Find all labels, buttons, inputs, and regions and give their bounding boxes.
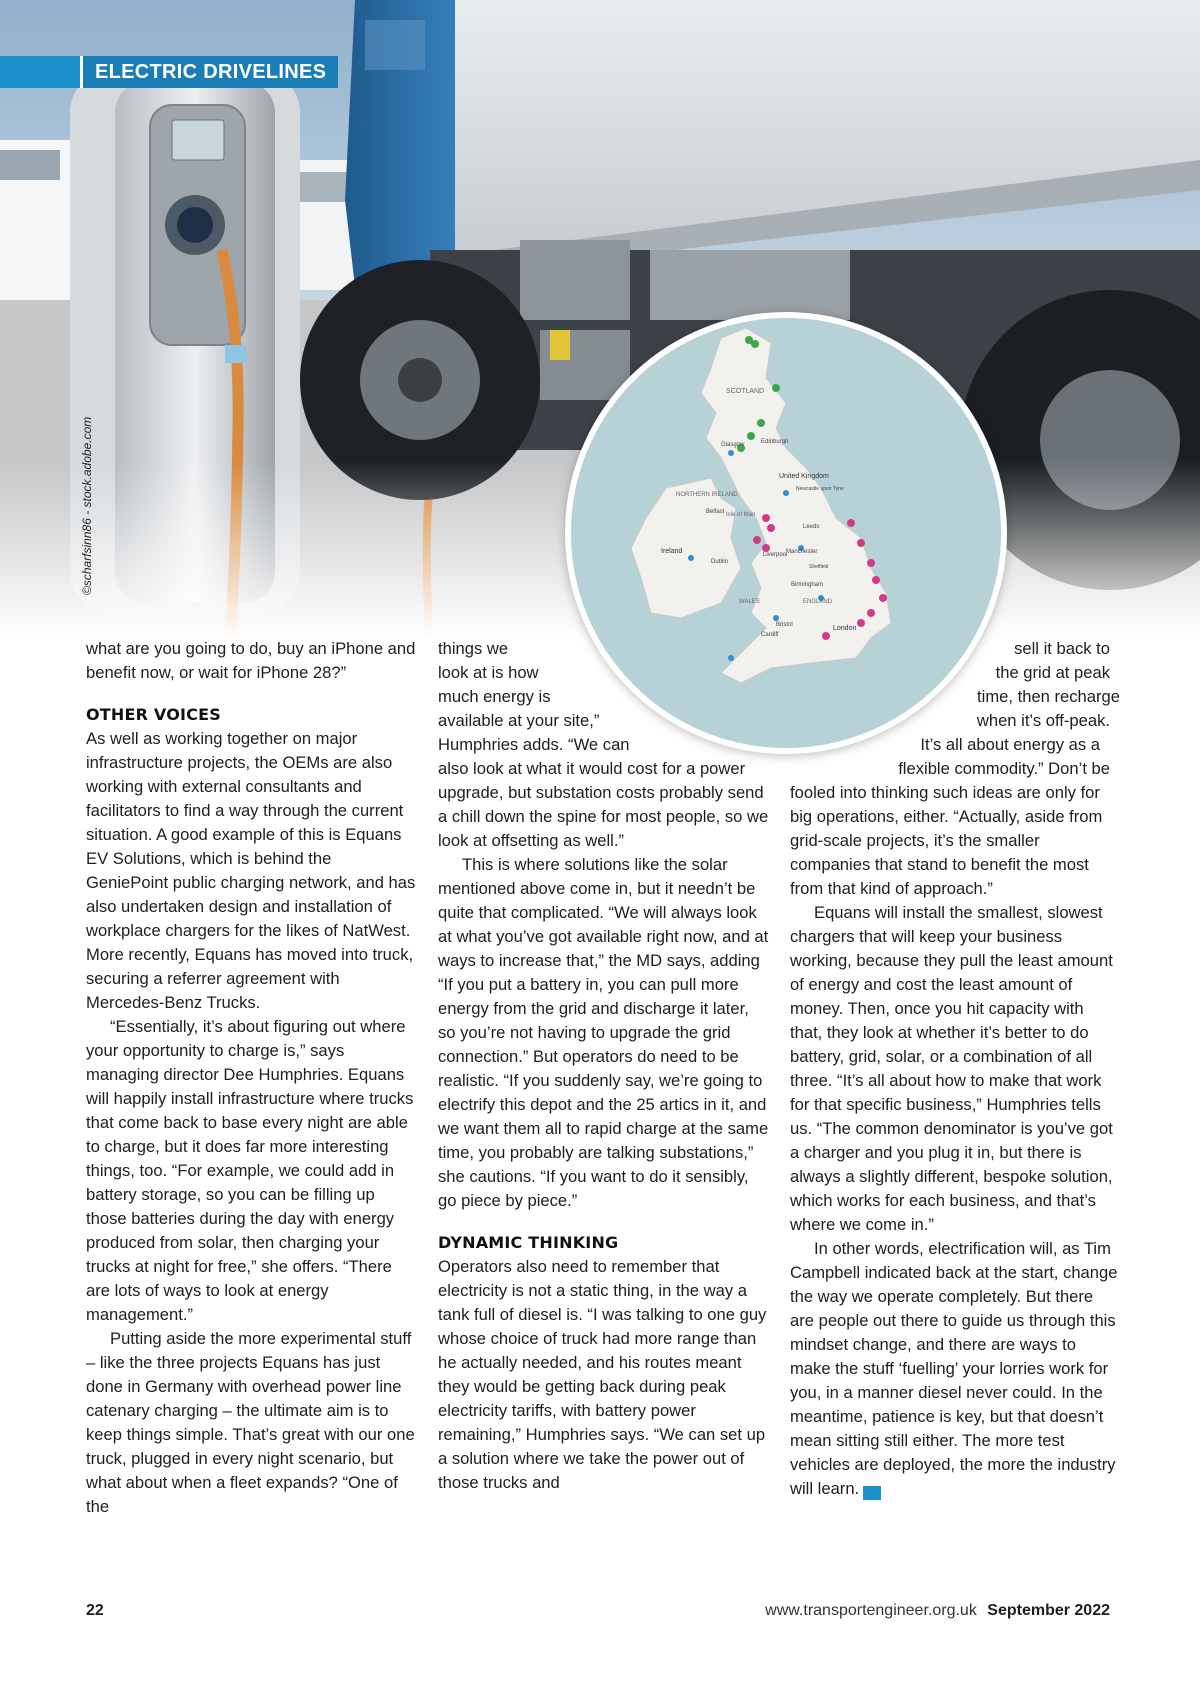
charger-marker — [822, 632, 830, 640]
paragraph: what are you going to do, buy an iPhone and benefit now, or wait for iPhone 28?” — [86, 639, 416, 682]
map-label: Newcastle upon Tyne — [796, 486, 844, 492]
subheading-other-voices: OTHER VOICES — [86, 705, 221, 724]
subheading-dynamic-thinking: DYNAMIC THINKING — [438, 1233, 619, 1252]
section-tag — [0, 56, 338, 88]
charger-marker — [847, 519, 855, 527]
charger-marker — [783, 490, 789, 496]
charger-marker — [879, 594, 887, 602]
section-tag-bar — [0, 56, 80, 88]
wrap-line: flexible commodity.” Don’t be — [898, 759, 1110, 778]
map-label: NORTHERN IRELAND — [676, 492, 738, 498]
charger-marker — [867, 559, 875, 567]
section-label: ELECTRIC DRIVELINES — [80, 56, 338, 88]
uk-charging-map — [565, 312, 1007, 754]
wrap-line: time, then recharge — [977, 687, 1120, 706]
map-label: Cardiff — [761, 632, 779, 638]
paragraph: also look at what it would cost for a power upgrade, but substation costs probably send a chill down the spine for most people, so we look at offsetting as well.” — [438, 759, 769, 850]
map-label: Ireland — [661, 548, 683, 555]
map-graphic — [571, 318, 1001, 748]
paragraph: Putting aside the more experimental stuff – like the three projects Equans has just done in Germany with overhead power line catenary charging – the ultimate aim is to keep things simple. That’s great with our one truck, plugged in every night scenario, but what about when a fleet expands? “One of the — [86, 1329, 415, 1516]
footer-info — [765, 1602, 1110, 1620]
map-label: Manchester — [786, 549, 818, 555]
wrap-line: available at your site,” — [438, 711, 600, 730]
map-label: Edinburgh — [761, 439, 789, 445]
charger-marker — [762, 514, 770, 522]
wrap-line: look at is how — [438, 663, 539, 682]
photo-credit: ©scharfsinn86 - stock.adobe.com — [80, 416, 94, 595]
issue-date: September 2022 — [987, 1602, 1110, 1619]
map-label: Leeds — [803, 524, 820, 530]
wrap-line: the grid at peak — [995, 663, 1110, 682]
wrap-line: much energy is — [438, 687, 551, 706]
paragraph-final — [790, 1237, 1120, 1501]
map-label: Bristol — [776, 622, 793, 628]
paragraph: As well as working together on major infrastructure projects, the OEMs are also working with external consultants and facilitators to find a way through the current situation. A good example of this is Equans EV Solutions, which is behind the GeniePoint public charging network, and has also undertaken design and installation of workplace chargers for the likes of NatWest. More recently, Equans has moved into truck, securing a referrer agreement with Mercedes-Benz Trucks. — [86, 729, 416, 1012]
charger-marker — [751, 340, 759, 348]
paragraph-text: In other words, electrification will, as Tim Campbell indicated back at the start, change the way we operate completely. But there are people out there to guide us through this mindset change, and there are ways to make the stuff ‘fuelling’ your lorries work for you, in a manner diesel never could. In the meantime, patience is key, but that doesn’t mean sitting still either. The more test vehicles are deployed, the more the industry will learn. — [790, 1239, 1118, 1498]
charger-marker — [867, 609, 875, 617]
map-label: WALES — [739, 599, 760, 605]
charger-marker — [872, 576, 880, 584]
map-label: Isle of Man — [726, 512, 756, 518]
wrap-line: sell it back to — [1014, 639, 1110, 658]
charger-marker — [857, 539, 865, 547]
charger-marker — [728, 450, 734, 456]
map-label: United Kingdom — [779, 473, 829, 480]
map-label: Sheffield — [809, 564, 829, 570]
map-label: Dublin — [711, 559, 729, 565]
map-label: Glasgow — [721, 442, 745, 448]
paragraph: Equans will install the smallest, slowest chargers that will keep your business working, because they pull the least amount of energy and cost the least amount of money. Then, once you hit capacity with that, they look at whether it’s better to do battery, grid, solar, or a combination of all three. “It’s all about how to make that work for that specific business,” Humphries tells us. “The common denominator is you’ve got a charger and you plug it in, but there is always a slightly different, bespoke solution, which works for each business, and that’s where we come in.” — [790, 903, 1113, 1234]
te-end-mark-icon: TE — [863, 1486, 881, 1500]
paragraph: fooled into thinking such ideas are only for big operations, either. “Actually, aside from grid-scale projects, it’s the smaller companies that stand to benefit the most from that kind of approach.” — [790, 783, 1103, 898]
website-url: www.transportengineer.org.uk — [765, 1602, 977, 1619]
charger-marker — [688, 555, 694, 561]
map-label: London — [833, 625, 857, 632]
charger-marker — [757, 419, 765, 427]
map-label: Belfast — [706, 509, 725, 515]
wrap-line: Humphries adds. “We can — [438, 735, 630, 754]
map-label: Birmingham — [791, 582, 824, 588]
charger-marker — [767, 524, 775, 532]
charger-marker — [857, 619, 865, 627]
paragraph: Operators also need to remember that electricity is not a static thing, in the way a tank full of diesel is. “I was talking to one guy whose choice of truck had more range than he actually needed, and his routes meant they would be getting back during peak electricity tariffs, with battery power remaining,” Humphries says. “We can set up a solution where we take the power out of those trucks and — [438, 1257, 767, 1492]
column-1 — [86, 637, 416, 1519]
wrap-line: things we — [438, 639, 509, 658]
column-2 — [438, 637, 770, 1495]
wrap-line: when it’s off-peak. — [976, 711, 1110, 730]
charger-marker — [773, 615, 779, 621]
paragraph: This is where solutions like the solar mentioned above come in, but it needn’t be quite that complicated. “We will always look at what you’ve got available right now, and at ways to increase that,” the MD says, adding “If you put a battery in, you can pull more energy from the grid and discharge it later, so you’re not having to upgrade the grid connection.” But operators do need to be realistic. “If you suddenly say, we’re going to electrify this depot and the 25 artics in it, and we want them all to rapid charge at the same time, you probably are talking substations,” she cautions. “If you want to do it sensibly, go piece by piece.” — [438, 855, 769, 1210]
charger-marker — [728, 655, 734, 661]
charger-marker — [753, 536, 761, 544]
page-number: 22 — [86, 1602, 104, 1619]
column-3 — [790, 637, 1120, 1501]
map-label: ENGLAND — [803, 599, 833, 605]
charger-marker — [747, 432, 755, 440]
paragraph: “Essentially, it’s about figuring out where your opportunity to charge is,” says managing director Dee Humphries. Equans will happily install infrastructure where trucks that come back to base every night are able to charge, but it does far more interesting things, too. “For example, we could add in battery storage, so you can be filling up those batteries during the day with energy produced from solar, then charging your trucks at night for free,” she offers. “There are lots of ways to look at energy management.” — [86, 1017, 414, 1324]
wrap-line: It’s all about energy as a — [920, 735, 1100, 754]
map-label: SCOTLAND — [726, 388, 765, 395]
charger-marker — [772, 384, 780, 392]
charger-marker — [762, 544, 770, 552]
map-label: Liverpool — [763, 552, 788, 558]
